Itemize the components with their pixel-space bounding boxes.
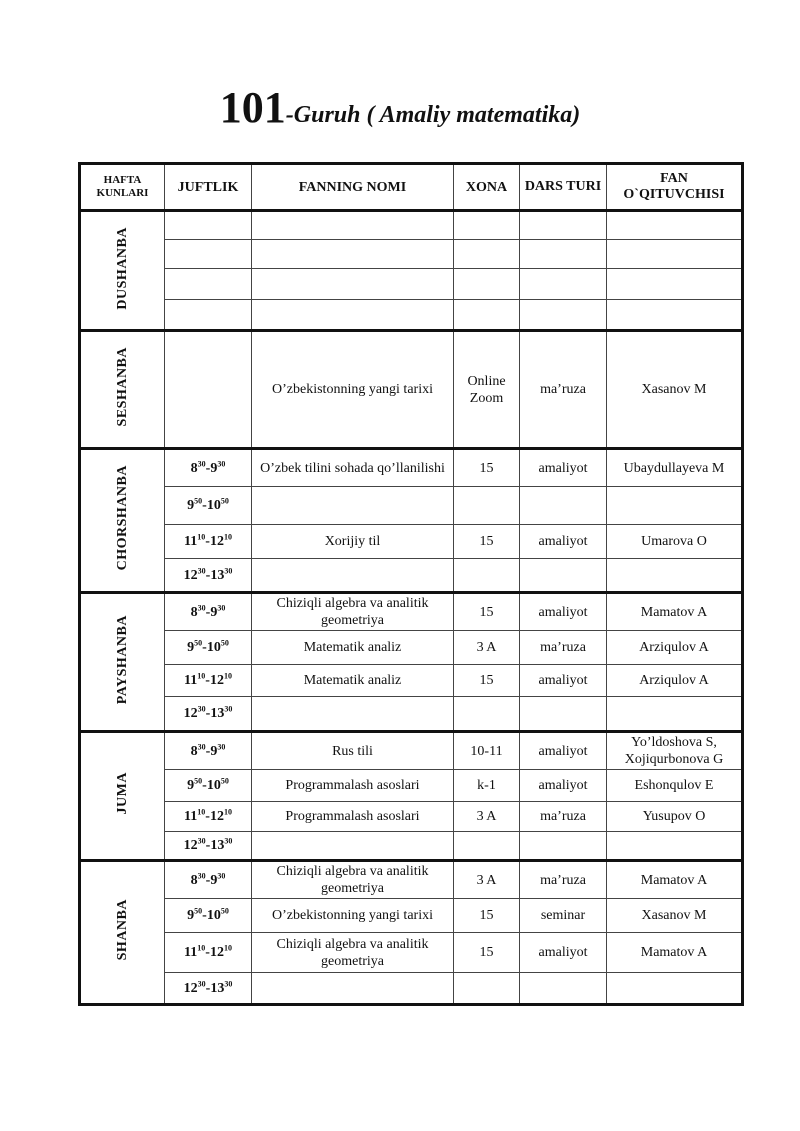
slot-end-hour: 12 — [209, 809, 224, 824]
slot-cell — [165, 269, 252, 300]
teacher-cell: Mamatov A — [607, 593, 743, 631]
type-cell: ma’ruza — [520, 631, 607, 665]
slot-start-min: 30 — [197, 458, 206, 468]
subject-cell — [252, 559, 454, 593]
header-day: HAFTA KUNLARI — [80, 164, 165, 211]
slot-end-hour: 12 — [209, 945, 224, 960]
header-type: DARS TURI — [520, 164, 607, 211]
room-cell: 10-11 — [454, 732, 520, 770]
subject-cell — [252, 300, 454, 331]
subject-cell: Chiziqli algebra va analitik geometriya — [252, 933, 454, 973]
table-row — [80, 269, 743, 300]
table-row — [80, 899, 743, 933]
slot-cell: $9^{50}-10^{50}$ — [165, 631, 252, 665]
slot-start-hour: 11 — [184, 534, 198, 549]
slot-end-min: 30 — [224, 704, 233, 714]
table-row — [80, 973, 743, 1005]
day-name: JUMA — [115, 772, 130, 815]
table-row — [80, 802, 743, 832]
slot-end-min: 30 — [224, 978, 233, 988]
subject-cell: O’zbek tilini sohada qo’llanilishi — [252, 449, 454, 487]
header-room: XONA — [454, 164, 520, 211]
type-cell — [520, 300, 607, 331]
slot-end-hour: 10 — [206, 908, 221, 923]
teacher-cell — [607, 211, 743, 240]
slot-end-min: 50 — [220, 638, 229, 648]
slot-end-hour: 12 — [209, 534, 224, 549]
table-row — [80, 631, 743, 665]
table-row — [80, 770, 743, 802]
slot-start-hour: 8 — [190, 872, 198, 888]
table-row — [80, 697, 743, 732]
slot-end-hour: 9 — [210, 743, 218, 759]
type-cell: ma’ruza — [520, 331, 607, 449]
slot-cell: $11^{10}-12^{10}$ — [165, 933, 252, 973]
room-cell — [454, 559, 520, 593]
type-cell: amaliyot — [520, 525, 607, 559]
slot-start-hour: 11 — [184, 809, 198, 824]
slot-end-hour: 10 — [206, 778, 221, 793]
slot-start-min: 10 — [197, 671, 206, 681]
slot-start-min: 30 — [197, 870, 206, 880]
type-cell: amaliyot — [520, 449, 607, 487]
slot-start-hour: 8 — [190, 460, 198, 476]
table-row — [80, 211, 743, 240]
slot-start-min: 30 — [197, 704, 206, 714]
teacher-cell: Eshonqulov E — [607, 770, 743, 802]
teacher-cell — [607, 973, 743, 1005]
day-name: PAYSHANBA — [115, 614, 130, 705]
teacher-cell: Xasanov M — [607, 899, 743, 933]
slot-end-hour: 13 — [210, 980, 225, 996]
teacher-cell — [607, 697, 743, 732]
room-cell: 15 — [454, 593, 520, 631]
slot-end-min: 50 — [220, 906, 229, 916]
teacher-cell: Arziqulov A — [607, 665, 743, 697]
subject-cell: O’zbekistonning yangi tarixi — [252, 331, 454, 449]
day-name: CHORSHANBA — [115, 465, 130, 571]
slot-end-min: 10 — [223, 532, 232, 542]
subject-cell: Rus tili — [252, 732, 454, 770]
slot-start-min: 50 — [194, 906, 203, 916]
slot-start-hour: 12 — [183, 838, 198, 853]
slot-end-hour: 12 — [209, 673, 224, 688]
room-cell — [454, 697, 520, 732]
subject-cell: O’zbekistonning yangi tarixi — [252, 899, 454, 933]
subject-cell — [252, 240, 454, 269]
slot-start-hour: 12 — [183, 980, 198, 996]
slot-start-hour: 11 — [184, 673, 198, 688]
slot-start-hour: 9 — [187, 778, 195, 793]
slot-cell: $12^{30}-13^{30}$ — [165, 973, 252, 1005]
room-cell — [454, 973, 520, 1005]
room-cell: 3 A — [454, 631, 520, 665]
slot-end-hour: 13 — [210, 838, 225, 853]
day-name: SESHANBA — [115, 347, 130, 427]
schedule-table — [78, 162, 744, 1006]
header-slot: JUFTLIK — [165, 164, 252, 211]
slot-start-min: 50 — [194, 776, 203, 786]
room-cell: 15 — [454, 899, 520, 933]
slot-end-hour: 9 — [210, 604, 218, 620]
slot-start-min: 30 — [197, 565, 206, 575]
day-cell — [80, 211, 165, 331]
teacher-cell: Mamatov A — [607, 861, 743, 899]
type-cell: amaliyot — [520, 770, 607, 802]
table-row — [80, 300, 743, 331]
day-name: SHANBA — [115, 899, 130, 961]
teacher-cell: Umarova O — [607, 525, 743, 559]
type-cell — [520, 973, 607, 1005]
type-cell: ma’ruza — [520, 802, 607, 832]
slot-end-min: 50 — [220, 496, 229, 506]
slot-cell — [165, 300, 252, 331]
teacher-cell: Xasanov M — [607, 331, 743, 449]
teacher-cell: Mamatov A — [607, 933, 743, 973]
group-name: -Guruh ( Amaliy matematika) — [285, 102, 581, 128]
table-row — [80, 665, 743, 697]
slot-start-hour: 9 — [187, 640, 195, 655]
slot-end-min: 10 — [223, 671, 232, 681]
day-cell — [80, 732, 165, 861]
slot-start-min: 10 — [197, 807, 206, 817]
table-row — [80, 593, 743, 631]
slot-end-min: 30 — [217, 870, 226, 880]
slot-start-min: 30 — [197, 978, 206, 988]
slot-start-hour: 8 — [190, 743, 198, 759]
day-cell — [80, 449, 165, 593]
type-cell — [520, 487, 607, 525]
header-row — [80, 164, 743, 211]
type-cell — [520, 240, 607, 269]
room-cell: 3 A — [454, 861, 520, 899]
slot-cell — [165, 211, 252, 240]
slot-cell — [165, 240, 252, 269]
subject-cell: Matematik analiz — [252, 665, 454, 697]
subject-cell: Xorijiy til — [252, 525, 454, 559]
slot-cell: $11^{10}-12^{10}$ — [165, 665, 252, 697]
teacher-cell — [607, 300, 743, 331]
teacher-cell — [607, 832, 743, 861]
slot-end-min: 30 — [224, 836, 233, 846]
slot-cell: $9^{50}-10^{50}$ — [165, 487, 252, 525]
subject-cell — [252, 973, 454, 1005]
subject-cell: Programmalash asoslari — [252, 802, 454, 832]
type-cell: amaliyot — [520, 732, 607, 770]
schedule-body — [80, 211, 743, 1005]
room-cell: k-1 — [454, 770, 520, 802]
slot-end-hour: 13 — [210, 706, 225, 721]
slot-cell: $9^{50}-10^{50}$ — [165, 899, 252, 933]
slot-cell: $12^{30}-13^{30}$ — [165, 559, 252, 593]
slot-end-min: 30 — [217, 458, 226, 468]
subject-cell: Matematik analiz — [252, 631, 454, 665]
teacher-cell: Ubaydullayeva M — [607, 449, 743, 487]
slot-cell: $9^{50}-10^{50}$ — [165, 770, 252, 802]
day-cell — [80, 331, 165, 449]
room-cell — [454, 300, 520, 331]
teacher-cell: Yusupov O — [607, 802, 743, 832]
page-title — [0, 82, 800, 133]
room-cell: 15 — [454, 933, 520, 973]
room-cell — [454, 240, 520, 269]
table-row — [80, 559, 743, 593]
type-cell — [520, 559, 607, 593]
room-cell — [454, 487, 520, 525]
subject-cell — [252, 697, 454, 732]
room-cell: Online Zoom — [454, 331, 520, 449]
room-cell: 15 — [454, 449, 520, 487]
room-cell — [454, 211, 520, 240]
type-cell: amaliyot — [520, 933, 607, 973]
header-teacher: FAN O`QITUVCHISI — [607, 164, 743, 211]
table-row — [80, 525, 743, 559]
slot-start-hour: 9 — [187, 498, 195, 513]
slot-end-min: 30 — [217, 741, 226, 751]
subject-cell — [252, 487, 454, 525]
table-row — [80, 240, 743, 269]
slot-cell: $8^{30}-9^{30}$ — [165, 593, 252, 631]
table-row — [80, 861, 743, 899]
slot-start-min: 50 — [194, 496, 203, 506]
table-row — [80, 832, 743, 861]
subject-cell — [252, 211, 454, 240]
table-row — [80, 487, 743, 525]
table-row — [80, 933, 743, 973]
type-cell — [520, 697, 607, 732]
slot-cell: $8^{30}-9^{30}$ — [165, 861, 252, 899]
room-cell — [454, 269, 520, 300]
slot-end-min: 10 — [223, 807, 232, 817]
table-row — [80, 732, 743, 770]
slot-cell: $11^{10}-12^{10}$ — [165, 802, 252, 832]
teacher-cell: Yo’ldoshova S, Xojiqurbonova G — [607, 732, 743, 770]
slot-start-min: 50 — [194, 638, 203, 648]
slot-end-hour: 9 — [210, 460, 218, 476]
slot-start-min: 30 — [197, 602, 206, 612]
subject-cell — [252, 832, 454, 861]
room-cell — [454, 832, 520, 861]
slot-start-min: 10 — [197, 532, 206, 542]
room-cell: 3 A — [454, 802, 520, 832]
subject-cell — [252, 269, 454, 300]
header-subject: FANNING NOMI — [252, 164, 454, 211]
teacher-cell — [607, 487, 743, 525]
slot-cell: $12^{30}-13^{30}$ — [165, 697, 252, 732]
slot-end-hour: 10 — [206, 640, 221, 655]
slot-start-hour: 11 — [184, 945, 198, 960]
teacher-cell — [607, 269, 743, 300]
type-cell — [520, 211, 607, 240]
slot-start-min: 10 — [197, 943, 206, 953]
slot-end-min: 50 — [220, 776, 229, 786]
teacher-cell — [607, 559, 743, 593]
day-cell — [80, 593, 165, 732]
subject-cell: Chiziqli algebra va analitik geometriya — [252, 593, 454, 631]
slot-end-hour: 13 — [210, 567, 225, 583]
slot-start-min: 30 — [197, 741, 206, 751]
type-cell: amaliyot — [520, 593, 607, 631]
slot-start-hour: 9 — [187, 908, 195, 923]
teacher-cell: Arziqulov A — [607, 631, 743, 665]
subject-cell: Programmalash asoslari — [252, 770, 454, 802]
slot-start-hour: 12 — [183, 706, 198, 721]
type-cell: seminar — [520, 899, 607, 933]
slot-end-min: 30 — [224, 565, 233, 575]
room-cell: 15 — [454, 665, 520, 697]
slot-start-hour: 8 — [190, 604, 198, 620]
day-cell — [80, 861, 165, 1005]
slot-cell: $11^{10}-12^{10}$ — [165, 525, 252, 559]
slot-end-hour: 9 — [210, 872, 218, 888]
table-row — [80, 331, 743, 449]
slot-cell: $12^{30}-13^{30}$ — [165, 832, 252, 861]
type-cell — [520, 832, 607, 861]
teacher-cell — [607, 240, 743, 269]
slot-start-min: 30 — [197, 836, 206, 846]
slot-end-min: 10 — [223, 943, 232, 953]
type-cell: amaliyot — [520, 665, 607, 697]
slot-end-hour: 10 — [206, 498, 221, 513]
slot-cell — [165, 331, 252, 449]
table-row — [80, 449, 743, 487]
type-cell — [520, 269, 607, 300]
day-name: DUSHANBA — [115, 226, 130, 310]
slot-start-hour: 12 — [183, 567, 198, 583]
slot-cell: $8^{30}-9^{30}$ — [165, 449, 252, 487]
slot-end-min: 30 — [217, 602, 226, 612]
room-cell: 15 — [454, 525, 520, 559]
slot-cell: $8^{30}-9^{30}$ — [165, 732, 252, 770]
type-cell: ma’ruza — [520, 861, 607, 899]
subject-cell: Chiziqli algebra va analitik geometriya — [252, 861, 454, 899]
group-number: 101 — [219, 83, 286, 132]
